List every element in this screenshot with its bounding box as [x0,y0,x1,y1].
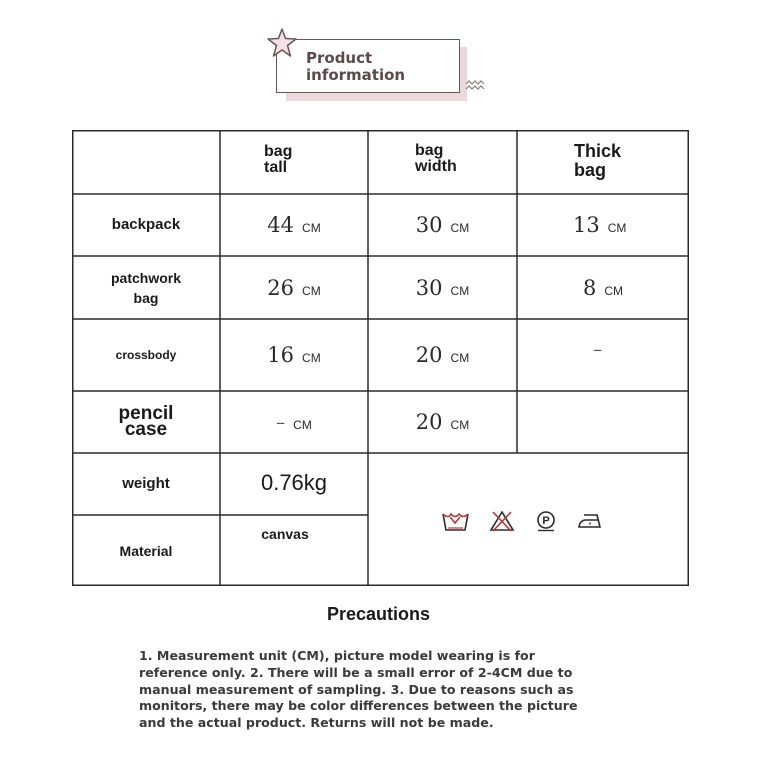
product-info-badge [276,39,460,93]
table-cell: 16 CM [267,343,321,367]
size-table [72,130,689,586]
column-header-bag-tall: bag tall [264,143,293,176]
table-cell: 8 CM [583,275,624,300]
precautions-line: manual measurement of sampling. 3. Due to reasons such as [139,681,574,697]
star-icon [266,27,298,59]
precautions-line: and the actual product. Returns will not be made. [139,715,494,731]
table-cell: 30 CM [415,213,470,237]
table-cell: 20 CM [415,343,470,367]
precautions-text [139,648,609,732]
table-cell: 30 CM [415,275,470,300]
row-label-patchwork-bag: patchwork bag [110,269,181,306]
table-cell [517,391,689,453]
care-icons [442,510,603,532]
svg-text:P: P [542,515,550,527]
row-label-pencil-case: pencil case [118,403,174,440]
row-label-crossbody: crossbody [115,348,177,362]
material-value: canvas [261,526,309,542]
row-label-backpack: backpack [111,216,181,233]
badge-title-line2: information [306,66,406,84]
iron-icon [577,511,603,531]
column-header-bag-width: bag width [415,142,457,175]
badge-title-line1: Product [306,49,373,67]
table-cell: 20 CM [415,410,470,434]
precautions-line: reference only. 2. There will be a small error of 2-4CM due to [139,664,573,680]
column-header-thick-bag: Thick bag [574,141,622,180]
dry-clean-icon [535,510,557,532]
precautions-line: monitors, there may be color differences between the picture [139,698,578,714]
table-cell: 13 CM [573,213,627,237]
table-cell: 26 CM [267,275,321,300]
badge-title [306,50,405,84]
precautions-title: Precautions [326,604,431,624]
hand-wash-icon [442,510,469,532]
table-cell: 44 CM [267,213,321,237]
table-cell: – CM [276,411,312,433]
weight-value: 0.76kg [260,470,328,495]
precautions-line: 1. Measurement unit (CM), picture model wearing is for [139,648,535,663]
wave-decoration-icon [464,80,488,94]
do-not-bleach-icon [489,510,515,532]
row-label-material: Material [119,542,173,559]
row-label-weight: weight [122,475,170,492]
table-cell: – [593,338,602,360]
